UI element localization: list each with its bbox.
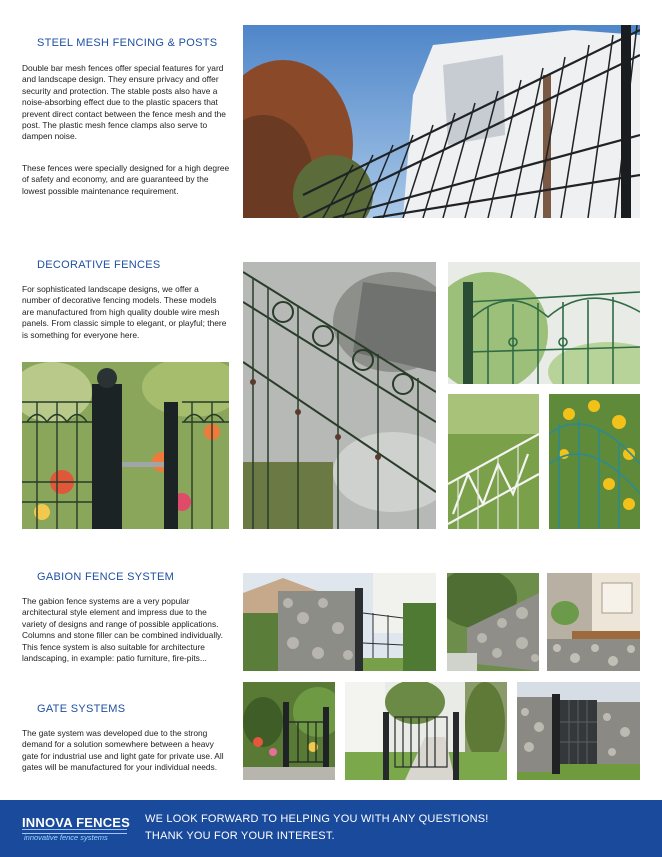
- gabion-paragraph: The gabion fence systems are a very popular architectural style element and impress due to the variety of designs and range of possible applications. Columns and stone filler can be combined individually. This fence system is also suitable for architecture landscaping, in example: patio furniture, fire-pits...: [22, 596, 223, 664]
- gate-path-photo: [345, 682, 507, 780]
- gate-garden-photo: [243, 682, 335, 780]
- steel-paragraph-2: These fences were specially designed for a high degree of safety and economy, and are guaranteed by the lowest possible maintenance requirement.: [22, 163, 230, 196]
- decorative-teal-arc-fence-photo: [549, 394, 640, 529]
- decorative-green-arc-fence-photo: [448, 262, 640, 384]
- innova-fences-logo: [22, 815, 132, 845]
- gate-section-title: GATE SYSTEMS: [37, 703, 126, 715]
- gabion-wall-photo: [243, 573, 436, 671]
- gabion-gate-photo: [517, 682, 640, 780]
- gabion-patio-bench-photo: [547, 573, 640, 671]
- decorative-paragraph: For sophisticated landscape designs, we offer a number of decorative fencing models. These models are manufactured from high quality double wire mesh panels. From classic simple to elegant, or playful; there is something for everyone here.: [22, 284, 227, 340]
- footer-message-line-2: THANK YOU FOR YOUR INTEREST.: [145, 830, 335, 842]
- decorative-white-fence-photo: [448, 394, 539, 529]
- steel-section-title: STEEL MESH FENCING & POSTS: [37, 37, 218, 49]
- gabion-section-title: GABION FENCE SYSTEM: [37, 571, 175, 583]
- steel-paragraph-1: Double bar mesh fences offer special features for yard and landscape design. They ensure privacy and offer security and protection. The stable posts also have a noise-absorbing effect due to the plastic spacers that prevent direct contact between the fence mesh and the post. The plastic mesh fence clamps also serve to dampen noise.: [22, 63, 226, 142]
- gabion-curved-wall-photo: [447, 573, 539, 671]
- footer-message-line-1: WE LOOK FORWARD TO HELPING YOU WITH ANY QUESTIONS!: [145, 813, 489, 825]
- decorative-section-title: DECORATIVE FENCES: [37, 259, 161, 271]
- steel-fence-photo: [243, 25, 640, 218]
- gate-paragraph: The gate system was developed due to the strong demand for a solution somewhere between a heavy gate for industrial use and light gate for private use. All gates will be manufactured for your individual needs.: [22, 728, 224, 773]
- logo-name: INNOVA FENCES: [22, 815, 131, 830]
- decorative-rings-fence-photo: [243, 262, 436, 529]
- logo-tagline: innovative fence systems: [24, 833, 108, 842]
- decorative-gate-post-photo: [22, 362, 229, 529]
- footer-bar: [0, 800, 662, 857]
